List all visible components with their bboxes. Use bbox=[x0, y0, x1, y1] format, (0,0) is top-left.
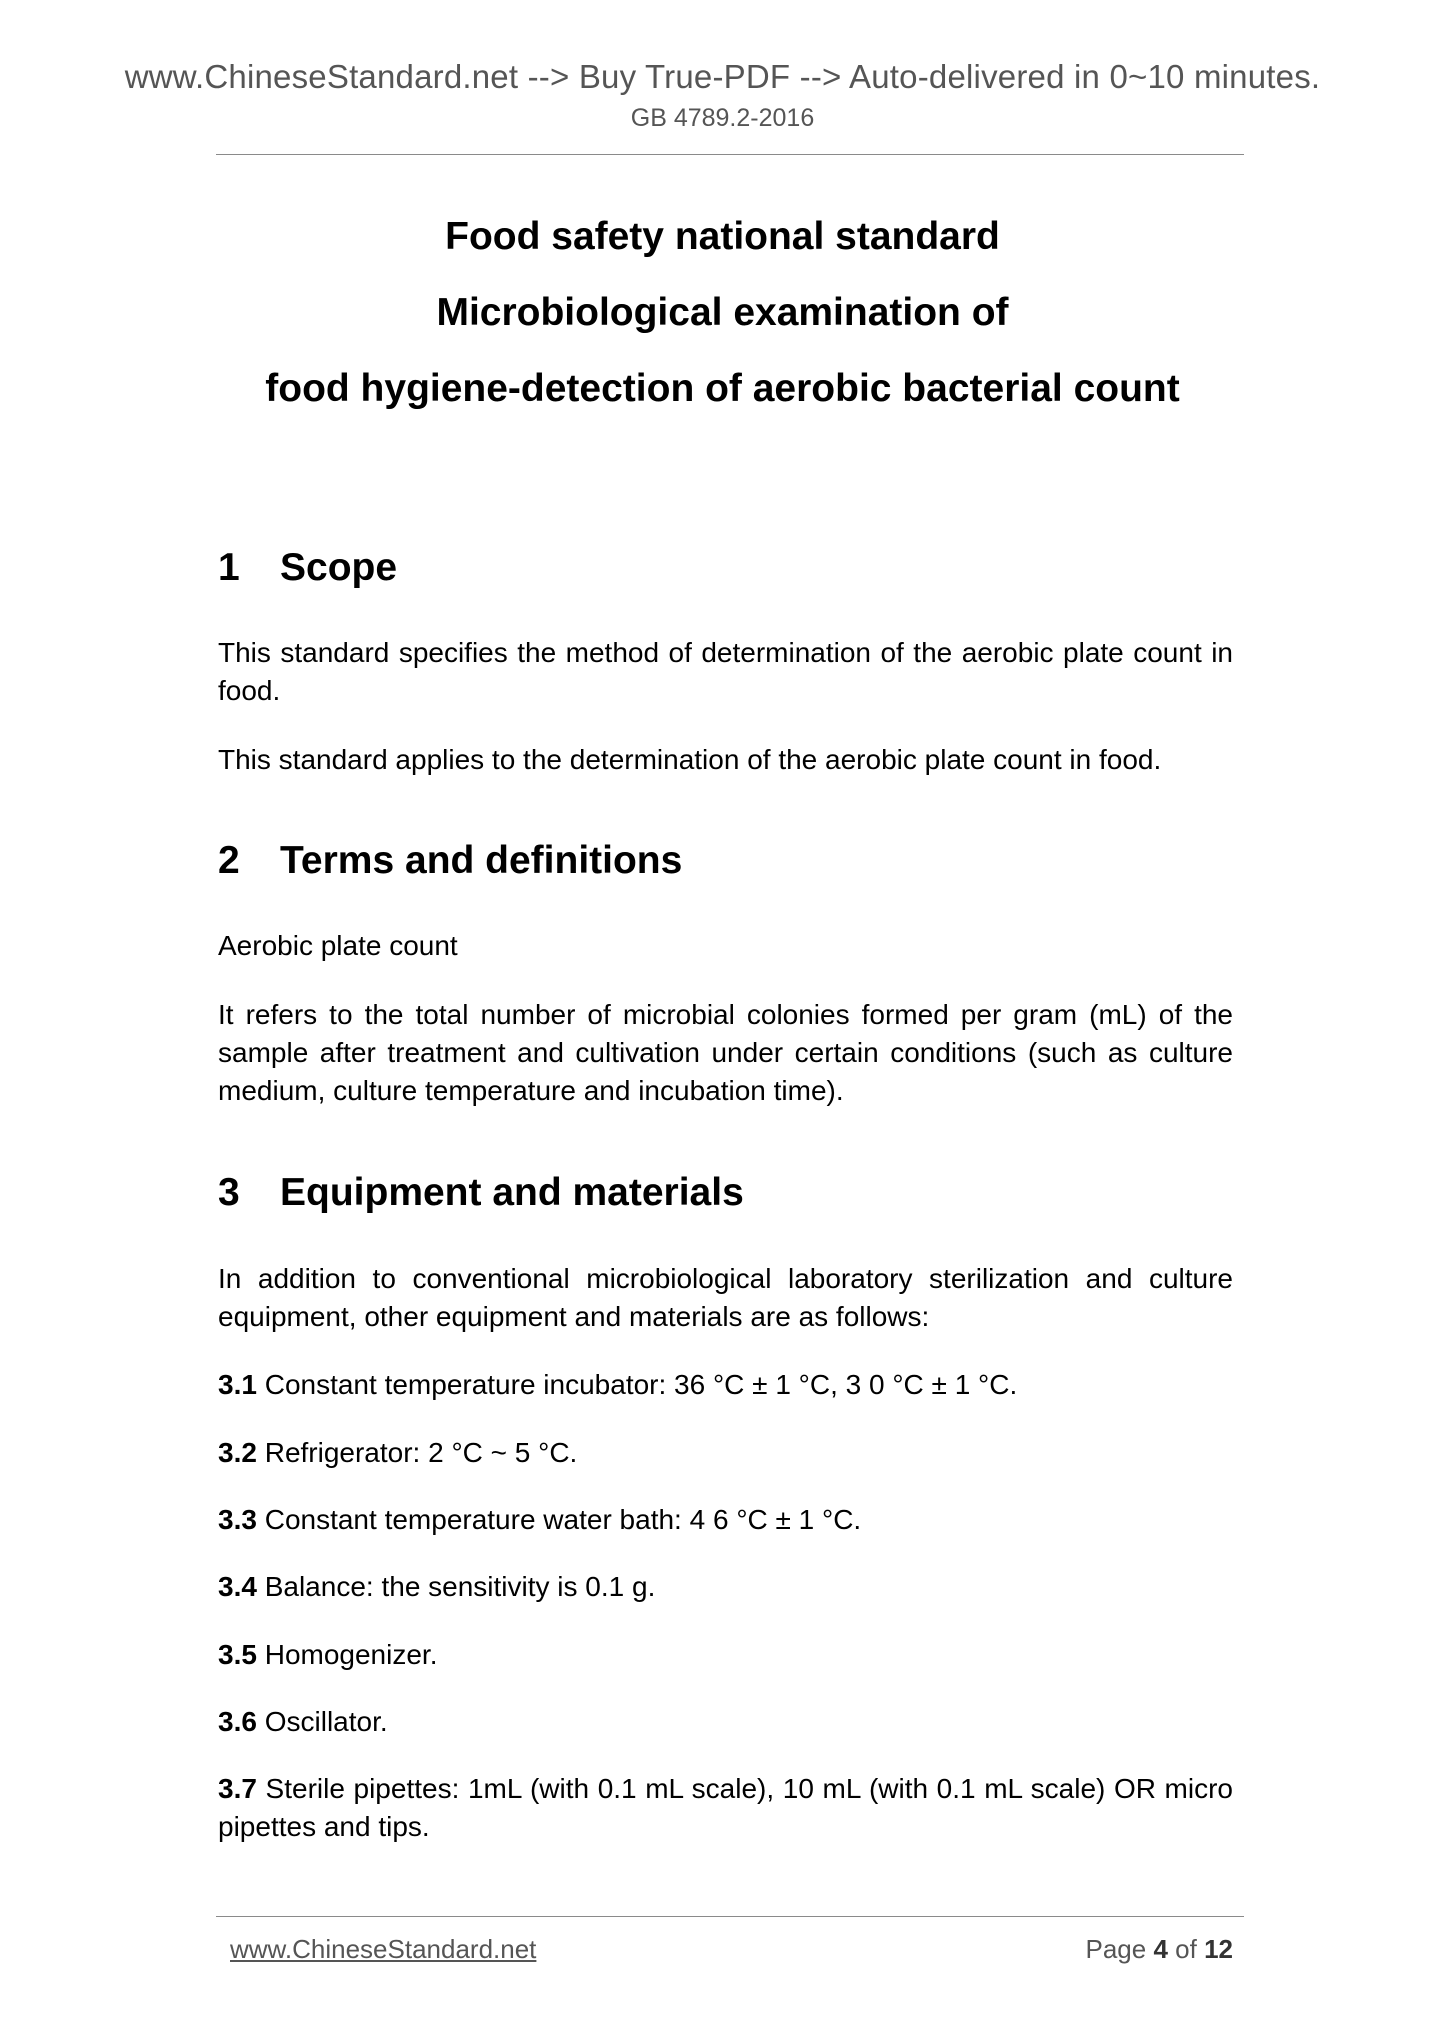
equipment-item bbox=[218, 1703, 1233, 1741]
page-of: of bbox=[1175, 1934, 1197, 1964]
section-heading-equipment bbox=[218, 1171, 744, 1215]
equipment-item bbox=[218, 1568, 1233, 1606]
header-divider bbox=[216, 154, 1244, 155]
document-title-line-2: Microbiological examination of bbox=[436, 291, 1009, 334]
header-banner: www.ChineseStandard.net --> Buy True-PDF --> Auto-delivered in 0~10 minutes. bbox=[124, 58, 1321, 95]
item-number: 3.4 bbox=[218, 1571, 257, 1602]
item-number: 3.6 bbox=[218, 1706, 257, 1737]
section-heading-terms bbox=[218, 839, 682, 883]
equipment-item bbox=[218, 1434, 1233, 1472]
item-number: 3.1 bbox=[218, 1369, 257, 1400]
item-text: Balance: the sensitivity is 0.1 g. bbox=[256, 1571, 656, 1602]
page-label: Page bbox=[1085, 1934, 1147, 1964]
item-text: Homogenizer. bbox=[256, 1639, 438, 1670]
item-text: Constant temperature water bath: 4 6 °C ± 1 °C. bbox=[256, 1504, 862, 1535]
equipment-item bbox=[218, 1366, 1233, 1404]
item-text: Refrigerator: 2 °C ~ 5 °C. bbox=[256, 1437, 578, 1468]
item-number: 3.3 bbox=[218, 1504, 257, 1535]
term-definition: It refers to the total number of microbial colonies formed per gram (mL) of the sample after treatment and cultivation under certain conditions (such as culture medium, culture temperature and incubation time). bbox=[218, 999, 1233, 1106]
item-text: Oscillator. bbox=[256, 1706, 388, 1737]
item-number: 3.2 bbox=[218, 1437, 257, 1468]
document-title-line-3: food hygiene-detection of aerobic bacterial count bbox=[265, 367, 1180, 410]
standard-code: GB 4789.2-2016 bbox=[630, 104, 815, 132]
page-total: 12 bbox=[1204, 1934, 1233, 1964]
section-number: 1 bbox=[218, 546, 240, 589]
equipment-item bbox=[218, 1501, 1233, 1539]
scope-paragraph-1: This standard specifies the method of determination of the aerobic plate count in food. bbox=[218, 637, 1233, 706]
footer-website-link[interactable]: www.ChineseStandard.net bbox=[230, 1934, 537, 1964]
footer-divider bbox=[216, 1916, 1244, 1917]
item-text: Constant temperature incubator: 36 °C ± 1 °C, 3 0 °C ± 1 °C. bbox=[256, 1369, 1018, 1400]
section-title: Terms and definitions bbox=[280, 839, 683, 882]
scope-paragraph-2: This standard applies to the determination of the aerobic plate count in food. bbox=[218, 744, 1162, 775]
section-number: 3 bbox=[218, 1171, 240, 1214]
term-name: Aerobic plate count bbox=[218, 930, 458, 961]
section-title: Scope bbox=[280, 546, 398, 589]
equipment-intro: In addition to conventional microbiological laboratory sterilization and culture equipment, other equipment and materials are as follows: bbox=[218, 1263, 1233, 1332]
section-title: Equipment and materials bbox=[280, 1171, 744, 1214]
document-title-line-1: Food safety national standard bbox=[445, 215, 1000, 258]
page-indicator bbox=[1085, 1934, 1233, 1965]
item-number: 3.5 bbox=[218, 1639, 257, 1670]
equipment-item bbox=[218, 1770, 1233, 1846]
page-current: 4 bbox=[1153, 1934, 1168, 1964]
equipment-item bbox=[218, 1636, 1233, 1674]
item-text: Sterile pipettes: 1mL (with 0.1 mL scale), 10 mL (with 0.1 mL scale) OR micro pipettes and tips. bbox=[218, 1773, 1233, 1842]
section-heading-scope bbox=[218, 546, 397, 590]
item-number: 3.7 bbox=[218, 1773, 257, 1804]
section-number: 2 bbox=[218, 839, 240, 882]
